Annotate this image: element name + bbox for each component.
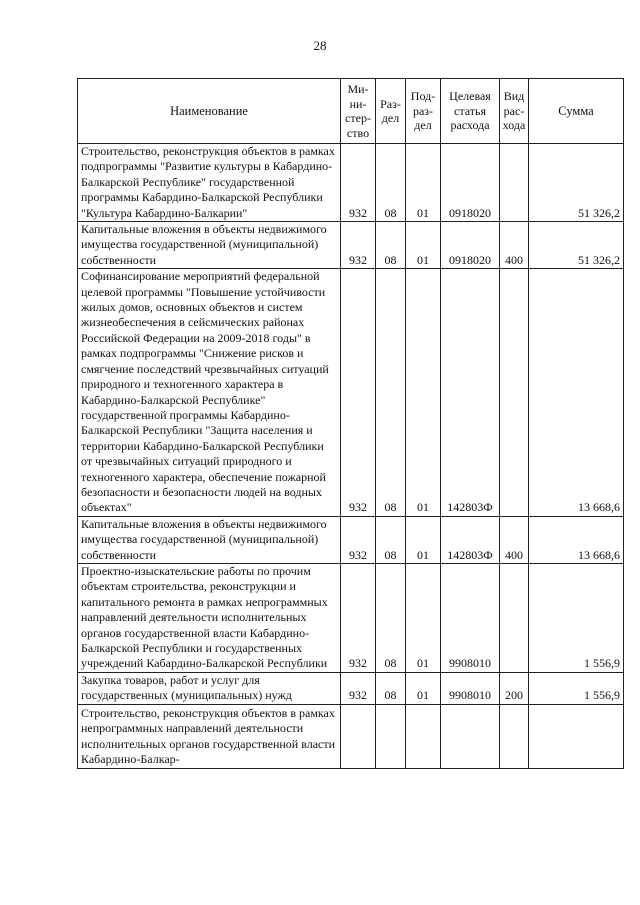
header-sum: Сумма — [529, 79, 624, 144]
row-section: 08 — [376, 269, 406, 517]
row-target: 0918020 — [441, 222, 500, 269]
row-section: 08 — [376, 144, 406, 222]
row-ministry: 932 — [341, 516, 376, 563]
row-expense-type: 400 — [500, 516, 529, 563]
row-section: 08 — [376, 222, 406, 269]
row-section: 08 — [376, 516, 406, 563]
header-subsection: Под- раз- дел — [406, 79, 441, 144]
row-name: Проектно-изыскательские работы по прочим объектам строительства, реконструкции и капитального ремонта в рамках непрограммных направлений деятельности исполнительных органов государственной власти Кабардино-Балкарской Республики и государственных учреждений Кабардино-Балкарской Республики — [78, 563, 341, 672]
row-subsection: 01 — [406, 516, 441, 563]
table-row — [78, 704, 624, 768]
header-section: Раз- дел — [376, 79, 406, 144]
row-target: 142803Ф — [441, 516, 500, 563]
header-target: Целевая статья расхода — [441, 79, 500, 144]
table-row — [78, 563, 624, 672]
row-sum: 51 326,2 — [529, 222, 624, 269]
table-row — [78, 516, 624, 563]
table-row — [78, 144, 624, 222]
row-sum: 13 668,6 — [529, 269, 624, 517]
page-number: 28 — [313, 38, 327, 53]
row-subsection: 01 — [406, 144, 441, 222]
row-ministry: 932 — [341, 563, 376, 672]
row-subsection: 01 — [406, 222, 441, 269]
row-expense-type — [500, 269, 529, 517]
row-target: 0918020 — [441, 144, 500, 222]
row-sum: 13 668,6 — [529, 516, 624, 563]
row-name: Закупка товаров, работ и услуг для государственных (муниципальных) нужд — [78, 672, 341, 704]
row-name: Строительство, реконструкция объектов в рамках непрограммных направлений деятельности исполнительных органов государственной власти Кабардино-Балкар- — [78, 704, 341, 768]
row-expense-type — [500, 563, 529, 672]
row-ministry: 932 — [341, 269, 376, 517]
row-subsection: 01 — [406, 269, 441, 517]
row-subsection: 01 — [406, 672, 441, 704]
row-subsection: 01 — [406, 563, 441, 672]
row-name: Строительство, реконструкция объектов в рамках подпрограммы "Развитие культуры в Кабардино-Балкарской Республике" государственной программы Кабардино-Балкарской Республики "Культура Кабардино-Балкарии" — [78, 144, 341, 222]
table-row — [78, 222, 624, 269]
row-expense-type: 400 — [500, 222, 529, 269]
row-section — [376, 704, 406, 768]
row-section: 08 — [376, 563, 406, 672]
row-name: Капитальные вложения в объекты недвижимого имущества государственной (муниципальной) собственности — [78, 516, 341, 563]
header-row — [78, 79, 624, 144]
header-expense-type: Вид рас- хода — [500, 79, 529, 144]
row-target: 9908010 — [441, 672, 500, 704]
row-ministry: 932 — [341, 222, 376, 269]
row-sum: 1 556,9 — [529, 563, 624, 672]
row-target: 142803Ф — [441, 269, 500, 517]
table-row — [78, 672, 624, 704]
table-row — [78, 269, 624, 517]
budget-table — [77, 78, 624, 769]
row-ministry: 932 — [341, 672, 376, 704]
row-expense-type — [500, 144, 529, 222]
row-ministry — [341, 704, 376, 768]
row-expense-type — [500, 704, 529, 768]
row-section: 08 — [376, 672, 406, 704]
row-sum: 51 326,2 — [529, 144, 624, 222]
row-name: Капитальные вложения в объекты недвижимого имущества государственной (муниципальной) собственности — [78, 222, 341, 269]
row-sum: 1 556,9 — [529, 672, 624, 704]
row-name: Софинансирование мероприятий федеральной целевой программы "Повышение устойчивости жилых домов, основных объектов и систем жизнеобеспечения в сейсмических районах Российской Федерации на 2009-2018 годы" в рамках подпрограммы "Снижение рисков и смягчение последствий чрезвычайных ситуаций природного и техногенного характера в Кабардино-Балкарской Республике" государственной программы Кабардино-Балкарской Республики "Защита населения и территории Кабардино-Балкарской Республики от чрезвычайных ситуаций природного и техногенного характера, обеспечение пожарной безопасности и безопасности людей на водных объектах" — [78, 269, 341, 517]
header-ministry: Ми- ни- стер- ство — [341, 79, 376, 144]
row-target — [441, 704, 500, 768]
row-expense-type: 200 — [500, 672, 529, 704]
row-target: 9908010 — [441, 563, 500, 672]
row-sum — [529, 704, 624, 768]
row-subsection — [406, 704, 441, 768]
row-ministry: 932 — [341, 144, 376, 222]
header-name: Наименование — [78, 79, 341, 144]
